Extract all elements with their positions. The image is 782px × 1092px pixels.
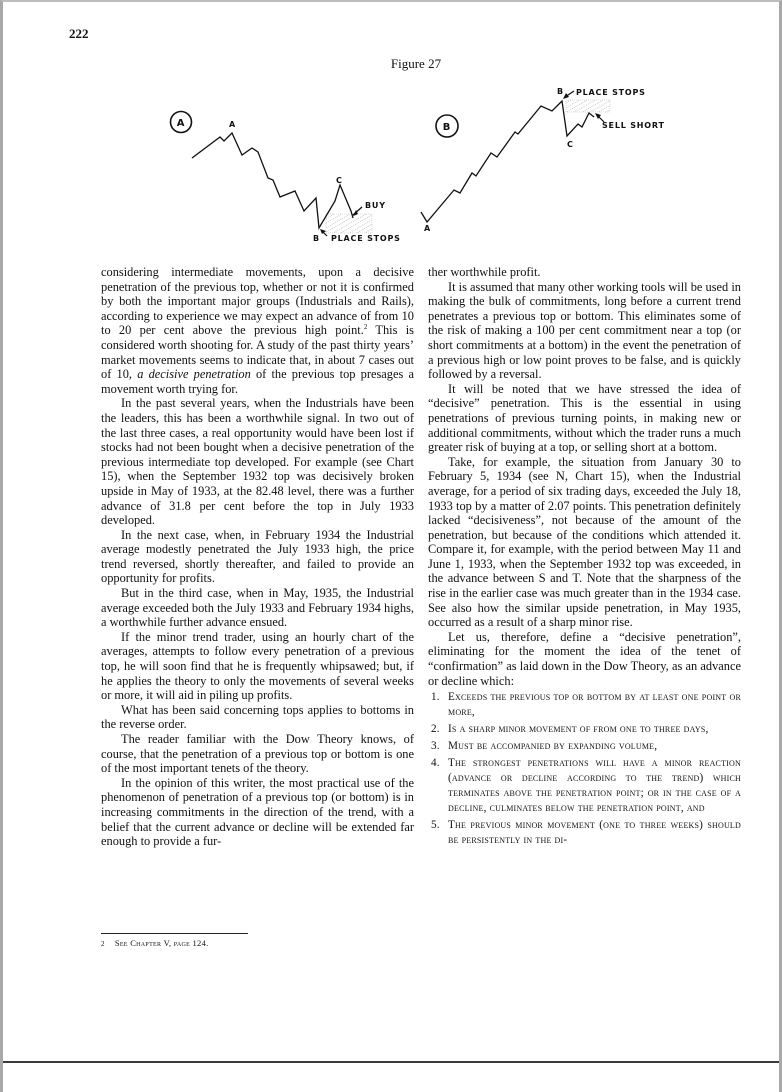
paragraph: What has been said concerning tops applies to bottoms in the reverse order.	[101, 702, 414, 732]
svg-text:C: C	[567, 140, 574, 149]
place-stops-arrow-icon	[320, 229, 327, 236]
panel-a	[171, 112, 401, 244]
svg-text:A: A	[229, 120, 236, 129]
paragraph: In the opinion of this writer, the most practical use of the phenomenon of penetration of a previous top (or bottom) is in increasing commitments in the direction of the trend, with a belief that the current advance or decline will be extended far enough to provide a fur-	[101, 775, 414, 849]
paragraph: In the next case, when, in February 1934 the Industrial average modestly penetrated the July 1933 high, the price trend reversed, shortly thereafter, and failed to provide an opportunity for profits.	[101, 527, 414, 586]
footnote	[101, 938, 209, 948]
panel-b-stop-zone	[566, 100, 610, 112]
svg-text:C: C	[336, 176, 343, 185]
paragraph: If the minor trend trader, using an hourly chart of the averages, attempts to follow every penetration of a previous top, he will soon find that he is frequently whipsawed; but, if he applies the theory to only the movements of several weeks or more, it will aid in piling up profits.	[101, 629, 414, 703]
footnote-text: See Chapter V, page 124.	[114, 938, 209, 948]
svg-text:B: B	[442, 122, 452, 133]
svg-text:BUY: BUY	[365, 201, 386, 210]
svg-text:SELL SHORT: SELL SHORT	[602, 121, 665, 130]
paragraph: Let us, therefore, define a “decisive penetration”, eliminating for the moment the idea of the tenet of “confirmation” as laid down in the Dow Theory, as an advance or decline which:	[428, 629, 741, 688]
figure-title: Figure 27	[390, 56, 442, 71]
list-item: 5. The previous minor movement (one to three weeks) should be persistently in the di-	[431, 819, 741, 847]
paragraph: In the past several years, when the Industrials have been the leaders, this has been a worthwhile signal. In two out of the last three cases, a real opportunity would have been lost if stocks had not been bought when a decisive penetration of the previous intermediate top developed. For example (see Chart 15), when the September 1932 top was decisively broken upside in May of 1933, at the 82.48 level, there was a further advance of 31.8 per cent before the top in July 1933 developed.	[101, 396, 414, 528]
svg-text:PLACE STOPS: PLACE STOPS	[576, 88, 646, 97]
paragraph: But in the third case, when in May, 1935, the Industrial average exceeded both the July 1933 and February 1934 highs, a worthwhile further advance ensued.	[101, 586, 414, 630]
list-item: 1. Exceeds the previous top or bottom by at least one point or more,	[431, 691, 741, 719]
footnote-divider	[101, 933, 248, 934]
figure-27-diagram	[0, 0, 782, 260]
left-column	[101, 265, 414, 849]
place-stops-arrow-icon	[563, 91, 574, 99]
panel-b-badge-icon	[436, 115, 458, 137]
footnote-number: 2	[101, 940, 105, 948]
svg-text:PLACE STOPS: PLACE STOPS	[331, 234, 401, 243]
list-item: 2. Is a sharp minor movement of from one to three days,	[431, 723, 709, 736]
panel-a-stop-zone	[326, 214, 372, 233]
list-item: 4. The strongest penetrations will have a minor reaction (advance or decline according to the trend) which terminates above the penetration point; or in the case of a decline, culminates below the penetration point, and	[431, 757, 741, 815]
list-item: 3. Must be accompanied by expanding volume,	[431, 740, 658, 753]
panel-a-badge-icon	[171, 112, 192, 133]
svg-text:B: B	[313, 234, 320, 243]
paragraph: It is assumed that many other working tools will be used in making the bulk of commitments, long before a current trend penetrates a previous top or bottom. This eliminates some of the risk of making a 100 per cent commitment near a top (or short commitments at a bottom) in the event the penetration of a previous high or low point proves to be false, and is quickly followed by a reversal.	[428, 279, 741, 382]
criteria-list	[428, 690, 741, 848]
footnote-reference[interactable]: 2	[363, 323, 368, 332]
svg-text:A: A	[176, 118, 186, 129]
panel-b-price-line	[421, 101, 594, 222]
svg-text:B: B	[557, 87, 564, 96]
right-column	[428, 265, 741, 850]
svg-text:A: A	[424, 224, 431, 233]
paragraph: The reader familiar with the Dow Theory knows, of course, that the penetration of a previous top or bottom is one of the most important tenets of the theory.	[101, 732, 414, 776]
paragraph: ther worthwhile profit.	[428, 265, 541, 279]
page-bottom-divider	[3, 1061, 779, 1063]
paragraph: considering intermediate movements, upon a decisive penetration of the previous top, whether or not it is confirmed by both the important major groups (Industrials and Rails), according to experience we may expect an advance of from 10 to 20 per cent above the previous high point.$^2$ This is considered worth shooting for. A study of the past thirty years’ market movements seems to indicate that, in about 7 cases out of 10, a decisive penetration of the previous top presages a movement worth trying for.	[101, 265, 415, 396]
paragraph: It will be noted that we have stressed the idea of “decisive” penetration. This is the essential in using penetrations of previous turning points, in making new or additional commitments, without which the trader runs a much greater risk of buying at a top, or selling short at a bottom.	[428, 381, 741, 455]
page-number: 222	[69, 26, 89, 41]
panel-b	[421, 87, 665, 233]
paragraph: Take, for example, the situation from January 30 to February 5, 1934 (see N, Chart 15), when the Industrial average, for a period of six trading days, exceeded the July 18, 1933 top by a matter of 2.07 points. This penetration definitely lacked “decisiveness”, not because of the amount of the penetration, but because of the conditions which attended it. Compare it, for example, with the period between May 11 and June 1, 1933, when the September 1932 top was exceeded, in the advance between S and T. Note that the sharpness of the rise in the earlier case was much greater than in the 1934 case. See also how the similar upside penetration, in May 1935, occurred as a result of a sharp minor rise.	[428, 454, 741, 630]
